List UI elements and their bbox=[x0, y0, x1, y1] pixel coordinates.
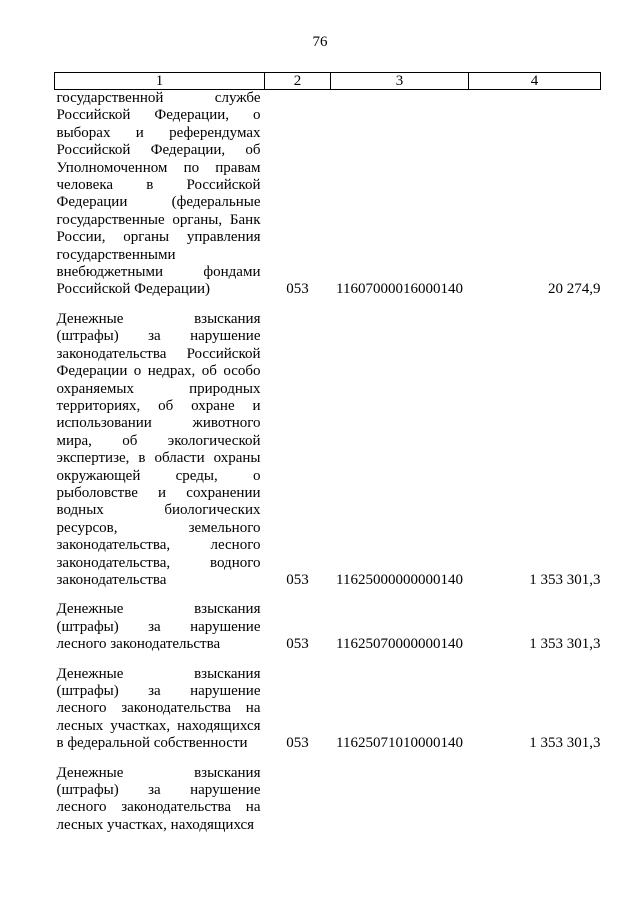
administrator-code: 053 bbox=[286, 636, 309, 653]
budget-classification-code: 11625070000000140 bbox=[336, 636, 463, 653]
description-line: России, органы управления bbox=[56, 229, 261, 246]
description-line: (штрафы) за нарушение bbox=[56, 328, 261, 345]
revenue-description bbox=[55, 311, 265, 590]
description-line: лесных участках, находящихся bbox=[56, 717, 261, 734]
description-line: (штрафы) за нарушение bbox=[56, 618, 261, 635]
column-header-1: 1 bbox=[55, 73, 265, 90]
description-line: окружающей среды, о bbox=[56, 467, 261, 484]
description-line: Денежные взыскания bbox=[56, 601, 261, 618]
description-line: водных биологических bbox=[56, 502, 261, 519]
description-line: Российской Федерации) bbox=[56, 281, 211, 298]
description-line: законодательства Российской bbox=[56, 345, 261, 362]
column-header-2: 2 bbox=[265, 73, 331, 90]
description-line: рыболовстве и сохранении bbox=[56, 484, 261, 501]
description-line: лесных участках, находящихся bbox=[56, 816, 255, 833]
description-line: лесного законодательства на bbox=[56, 700, 261, 717]
table-row bbox=[55, 90, 601, 299]
description-line: государственные органы, Банк bbox=[56, 211, 261, 228]
amount-value: 1 353 301,3 bbox=[529, 571, 601, 588]
table-row bbox=[55, 765, 601, 835]
description-line: Федерации (федеральные bbox=[56, 194, 261, 211]
description-line: Денежные взыскания bbox=[56, 310, 261, 327]
revenue-description bbox=[55, 601, 265, 653]
description-line: территориях, об охране и bbox=[56, 397, 261, 414]
administrator-code: 053 bbox=[286, 735, 309, 752]
table-header-row bbox=[55, 73, 601, 90]
administrator-code bbox=[265, 765, 331, 835]
budget-classification-code: 11625000000000140 bbox=[336, 571, 463, 588]
row-spacer bbox=[55, 589, 601, 601]
description-line: внебюджетными фондами bbox=[56, 264, 261, 281]
description-line: использовании животного bbox=[56, 415, 261, 432]
row-spacer bbox=[55, 299, 601, 311]
budget-classification-code: 11607000016000140 bbox=[336, 281, 463, 298]
description-line: лесного законодательства на bbox=[56, 799, 261, 816]
description-line: экспертизе, в области охраны bbox=[56, 450, 261, 467]
table-row bbox=[55, 601, 601, 653]
description-line: Федерации о недрах, об особо bbox=[56, 363, 261, 380]
description-line: Денежные взыскания bbox=[56, 764, 261, 781]
budget-classification-code bbox=[331, 765, 469, 835]
amount-value: 1 353 301,3 bbox=[529, 735, 601, 752]
description-line: ресурсов, земельного bbox=[56, 519, 261, 536]
description-line: законодательства bbox=[56, 571, 167, 588]
page-number: 76 bbox=[312, 34, 328, 50]
description-line: государственной службе bbox=[56, 90, 261, 106]
description-line: выборах и референдумах bbox=[56, 124, 261, 141]
description-line: Российской Федерации, о bbox=[56, 107, 261, 124]
description-line: мира, об экологической bbox=[56, 432, 261, 449]
description-line: в федеральной собственности bbox=[56, 735, 248, 752]
budget-classification-code: 11625071010000140 bbox=[336, 735, 463, 752]
table-row bbox=[55, 666, 601, 753]
revenue-description bbox=[55, 666, 265, 753]
budget-revenue-table bbox=[54, 72, 601, 834]
column-header-4: 4 bbox=[469, 73, 601, 90]
table-row bbox=[55, 311, 601, 590]
description-line: человека в Российской bbox=[56, 177, 261, 194]
description-line: лесного законодательства bbox=[56, 636, 221, 653]
administrator-code: 053 bbox=[286, 571, 309, 588]
description-line: государственными bbox=[56, 246, 176, 263]
amount-value: 20 274,9 bbox=[548, 281, 601, 298]
description-line: охраняемых природных bbox=[56, 380, 261, 397]
revenue-description bbox=[55, 765, 265, 835]
description-line: (штрафы) за нарушение bbox=[56, 683, 261, 699]
amount-value bbox=[469, 765, 601, 835]
description-line: законодательства, лесного bbox=[56, 537, 261, 554]
description-line: (штрафы) за нарушение bbox=[56, 782, 261, 799]
row-spacer bbox=[55, 753, 601, 765]
description-line: законодательства, водного bbox=[56, 554, 261, 571]
description-line: Денежные взыскания bbox=[56, 665, 261, 682]
administrator-code: 053 bbox=[286, 281, 309, 298]
revenue-description bbox=[55, 90, 265, 299]
amount-value: 1 353 301,3 bbox=[529, 636, 601, 653]
description-line: Российской Федерации, об bbox=[56, 142, 261, 159]
column-header-3: 3 bbox=[331, 73, 469, 90]
row-spacer bbox=[55, 654, 601, 666]
description-line: Уполномоченном по правам bbox=[56, 159, 261, 176]
